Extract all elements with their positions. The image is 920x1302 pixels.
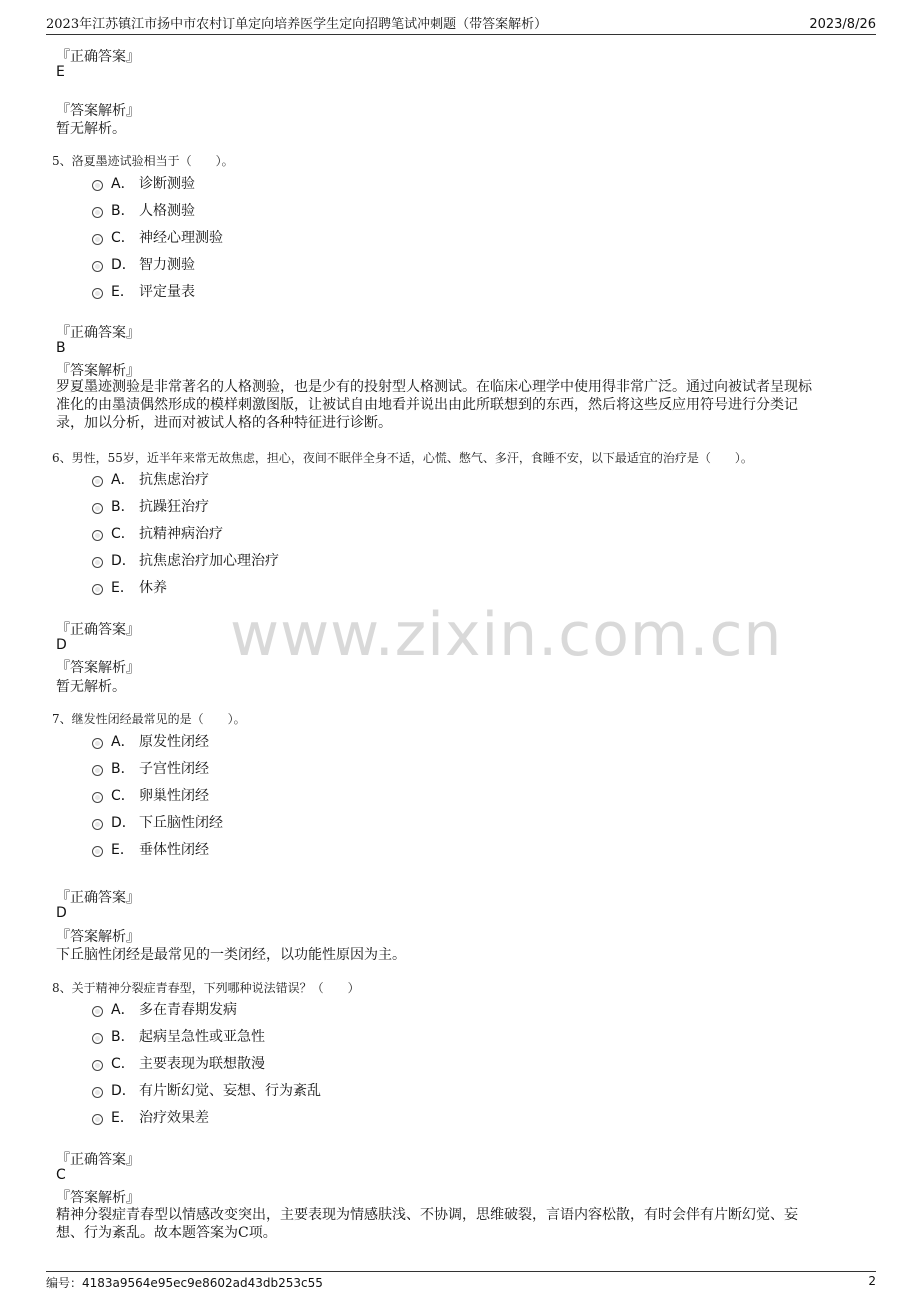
page-footer [46,1271,876,1291]
analysis-line: 录，加以分析，进而对被试人格的各种特征进行诊断。 [56,415,392,431]
correct-answer-label: 『正确答案』 [56,1152,140,1168]
option-d[interactable] [92,254,195,274]
analysis-line: 准化的由墨渍偶然形成的模样刺激图版，让被试自由地看并说出由此所联想到的东西，然后将这些反应用符号进行分类记 [56,397,798,413]
option-c[interactable] [92,785,209,805]
option-text: 神经心理测验 [139,230,223,246]
option-letter: A． [111,734,135,750]
option-text: 休养 [139,580,167,596]
question-text: 5、洛夏墨迹试验相当于（ ）。 [52,154,234,168]
radio-icon[interactable] [92,1060,103,1071]
radio-icon[interactable] [92,738,103,749]
option-c[interactable] [92,523,223,543]
analysis-text: 暂无解析。 [56,679,126,695]
option-text: 诊断测验 [139,176,195,192]
option-text: 子宫性闭经 [139,761,209,777]
analysis-line: 精神分裂症青春型以情感改变突出，主要表现为情感肤浅、不协调，思维破裂，言语内容松散，有时会伴有片断幻觉、妄 [56,1207,798,1223]
header-date: 2023/8/26 [809,17,876,32]
option-text: 原发性闭经 [139,734,209,750]
option-text: 治疗效果差 [139,1110,209,1126]
analysis-label: 『答案解析』 [56,660,140,676]
radio-icon[interactable] [92,207,103,218]
radio-icon[interactable] [92,288,103,299]
option-d[interactable] [92,1080,321,1100]
analysis-line: 想、行为紊乱。故本题答案为C项。 [56,1225,277,1241]
option-text: 有片断幻觉、妄想、行为紊乱 [139,1083,321,1099]
option-letter: A． [111,472,135,488]
option-c[interactable] [92,227,223,247]
question-text: 8、关于精神分裂症青春型，下列哪种说法错误？（ ） [52,981,360,995]
option-text: 卵巢性闭经 [139,788,209,804]
radio-icon[interactable] [92,1033,103,1044]
radio-icon[interactable] [92,503,103,514]
option-letter: B． [111,761,135,777]
option-letter: C． [111,230,135,246]
correct-answer-value: E [56,64,65,80]
correct-answer-value: B [56,340,66,356]
radio-icon[interactable] [92,261,103,272]
radio-icon[interactable] [92,819,103,830]
option-letter: D． [111,553,136,569]
option-b[interactable] [92,1026,265,1046]
option-text: 抗焦虑治疗 [139,472,209,488]
option-letter: E． [111,1110,134,1126]
option-text: 抗焦虑治疗加心理治疗 [139,553,279,569]
radio-icon[interactable] [92,530,103,541]
option-text: 下丘脑性闭经 [139,815,223,831]
option-text: 智力测验 [139,257,195,273]
option-b[interactable] [92,758,209,778]
option-text: 起病呈急性或亚急性 [139,1029,265,1045]
analysis-line: 罗夏墨迹测验是非常著名的人格测验，也是少有的投射型人格测试。在临床心理学中使用得非常广泛。通过向被试者呈现标 [56,379,812,395]
option-letter: E． [111,580,134,596]
option-text: 多在青春期发病 [139,1002,237,1018]
option-a[interactable] [92,999,237,1019]
question-text: 6、男性，55岁，近半年来常无故焦虑，担心，夜间不眠伴全身不适，心慌、憋气、多汗，食睡不安，以下最适宜的治疗是（ ）。 [52,451,753,465]
correct-answer-label: 『正确答案』 [56,622,140,638]
option-e[interactable] [92,281,195,301]
correct-answer-value: C [56,1167,66,1183]
option-a[interactable] [92,731,209,751]
option-b[interactable] [92,200,195,220]
question-text: 7、继发性闭经最常见的是（ ）。 [52,712,246,726]
analysis-text [56,1206,856,1242]
radio-icon[interactable] [92,765,103,776]
analysis-label: 『答案解析』 [56,103,140,119]
option-letter: D． [111,1083,136,1099]
page-header [46,12,876,35]
option-letter: A． [111,1002,135,1018]
option-letter: C． [111,1056,135,1072]
option-c[interactable] [92,1053,265,1073]
option-letter: C． [111,526,135,542]
option-text: 垂体性闭经 [139,842,209,858]
option-d[interactable] [92,812,223,832]
option-letter: B． [111,1029,135,1045]
radio-icon[interactable] [92,476,103,487]
option-letter: E． [111,842,134,858]
option-e[interactable] [92,577,167,597]
option-text: 抗躁狂治疗 [139,499,209,515]
radio-icon[interactable] [92,234,103,245]
document-title: 2023年江苏镇江市扬中市农村订单定向培养医学生定向招聘笔试冲刺题（带答案解析） [46,17,548,32]
analysis-text: 暂无解析。 [56,121,126,137]
correct-answer-label: 『正确答案』 [56,49,140,65]
option-e[interactable] [92,1107,209,1127]
option-text: 抗精神病治疗 [139,526,223,542]
radio-icon[interactable] [92,1006,103,1017]
analysis-text: 下丘脑性闭经是最常见的一类闭经，以功能性原因为主。 [56,947,406,963]
radio-icon[interactable] [92,1087,103,1098]
option-text: 人格测验 [139,203,195,219]
option-text: 评定量表 [139,284,195,300]
option-text: 主要表现为联想散漫 [139,1056,265,1072]
radio-icon[interactable] [92,846,103,857]
analysis-label: 『答案解析』 [56,363,140,379]
radio-icon[interactable] [92,584,103,595]
correct-answer-value: D [56,905,67,921]
page-number: 2 [868,1274,876,1288]
correct-answer-value: D [56,637,67,653]
option-letter: A． [111,176,135,192]
radio-icon[interactable] [92,792,103,803]
option-d[interactable] [92,550,279,570]
analysis-text [56,378,856,432]
option-letter: B． [111,499,135,515]
correct-answer-label: 『正确答案』 [56,890,140,906]
correct-answer-label: 『正确答案』 [56,325,140,341]
option-a[interactable] [92,173,195,193]
option-letter: D． [111,815,136,831]
option-letter: C． [111,788,135,804]
option-letter: D． [111,257,136,273]
analysis-label: 『答案解析』 [56,929,140,945]
option-letter: E． [111,284,134,300]
option-a[interactable] [92,469,209,489]
option-letter: B． [111,203,135,219]
option-e[interactable] [92,839,209,859]
radio-icon[interactable] [92,557,103,568]
document-code: 编号：4183a9564e95ec9e8602ad43db253c55 [46,1276,323,1290]
option-b[interactable] [92,496,209,516]
watermark: www.zixin.com.cn [230,600,783,670]
radio-icon[interactable] [92,1114,103,1125]
analysis-label: 『答案解析』 [56,1190,140,1206]
radio-icon[interactable] [92,180,103,191]
